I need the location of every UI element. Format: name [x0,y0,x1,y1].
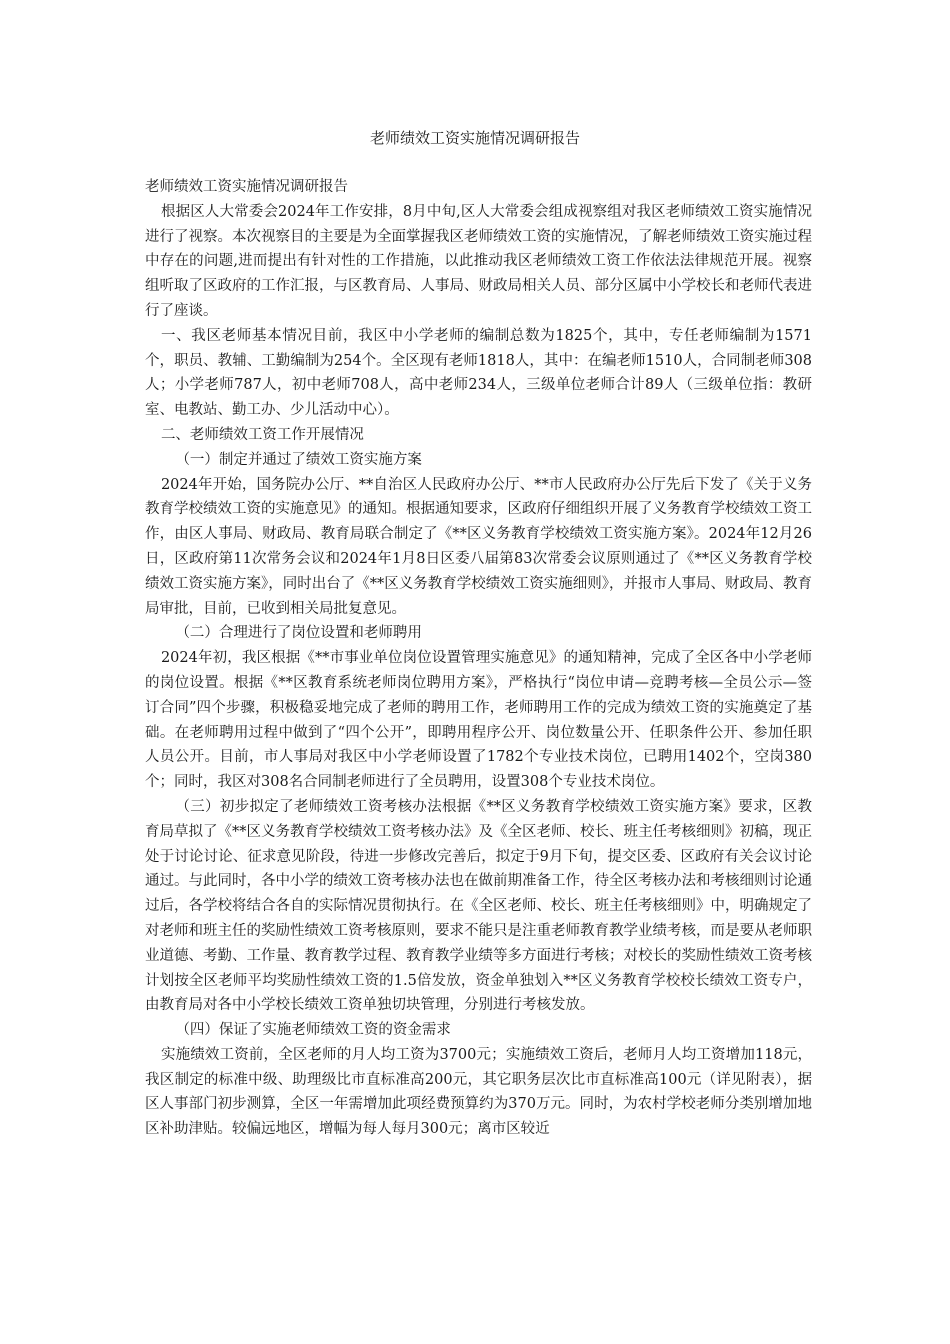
paragraph-intro: 根据区人大常委会2024年工作安排，8月中旬,区人大常委会组成视察组对我区老师绩效工资实施情况进行了视察。本次视察目的主要是为全面掌握我区老师绩效工资的实施情况，了解老师绩效工资实施过程中存在的问题,进而提出有针对性的工作措施，以此推动我区老师绩效工资工作依法法律规范开展。视察组听取了区政府的工作汇报，与区教育局、人事局、财政局相关人员、部分区属中小学校长和老师代表进行了座谈。 [145,203,812,319]
subsection-2-heading: （二）合理进行了岗位设置和老师聘用 [175,625,422,642]
section-2-heading: 二、老师绩效工资工作开展情况 [160,426,364,443]
subsection-4-heading: （四）保证了实施老师绩效工资的资金需求 [175,1022,451,1039]
paragraph-implementation-plan: 2024年开始，国务院办公厅、**自治区人民政府办公厅、**市人民政府办公厅先后下发了《关于义务教育学校绩效工资的实施意见》的通知。根据通知要求，区政府仔细组织开展了义务教育学校绩效工资工作，由区人事局、财政局、教育局联合制定了《**区义务教育学校绩效工资实施方案》。2024年12月26日，区政府第11次常务会议和2024年1月8日区委八届第83次常委会议原则通过了《**区义务教育学校绩效工资实施方案》，同时出台了《**区义务教育学校绩效工资实施细则》，并报市人事局、财政局、教育局审批，目前，已收到相关局批复意见。 [145,476,812,617]
paragraph-position-setup: 2024年初，我区根据《**市事业单位岗位设置管理实施意见》的通知精神，完成了全区各中小学老师的岗位设置。根据《**区教育系统老师岗位聘用方案》，严格执行“岗位申请—竞聘考核—全员公示—签订合同”四个步骤，积极稳妥地完成了老师的聘用工作，老师聘用工作的完成为绩效工资的实施奠定了基础。在老师聘用过程中做到了“四个公开”，即聘用程序公开、岗位数量公开、任职条件公开、参加任职人员公开。目前，市人事局对我区中小学老师设置了1782个专业技术岗位，已聘用1402个，空岗380个；同时，我区对308名合同制老师进行了全员聘用，设置308个专业技术岗位。 [145,650,812,791]
document-body [145,175,812,1142]
subsection-1-heading: （一）制定并通过了绩效工资实施方案 [175,451,422,468]
paragraph-funding: 实施绩效工资前，全区老师的月人均工资为3700元；实施绩效工资后，老师月人均工资增加118元，我区制定的标准中级、助理级比市直标准高200元，其它职务层次比市直标准高100元（详见附表），据区人事部门初步测算，全区一年需增加此项经费预算约为370万元。同时，为农村学校老师分类别增加地区补助津贴。较偏远地区，增幅为每人每月300元；离市区较近 [145,1046,812,1138]
body-heading: 老师绩效工资实施情况调研报告 [145,179,348,195]
section-1-basic-info: 一、我区老师基本情况目前，我区中小学老师的编制总数为1825个，其中，专任老师编制为1571个，职员、教辅、工勤编制为254个。全区现有老师1818人，其中：在编老师1510人，合同制老师308人；小学老师787人，初中老师708人，高中老师234人，三级单位老师合计89人（三级单位指：教研室、电教站、勤工办、少儿活动中心）。 [145,327,812,419]
subsection-3-assessment: （三）初步拟定了老师绩效工资考核办法根据《**区义务教育学校绩效工资实施方案》要求，区教育局草拟了《**区义务教育学校绩效工资考核办法》及《全区老师、校长、班主任考核细则》初稿，现正处于讨论讨论、征求意见阶段，待进一步修改完善后，拟定于9月下旬，提交区委、区政府有关会议讨论通过。与此同时，各中小学的绩效工资考核办法也在做前期准备工作，待全区考核办法和考核细则讨论通过后，各学校将结合各自的实际情况贯彻执行。在《全区老师、校长、班主任考核细则》中，明确规定了对老师和班主任的奖励性绩效工资考核原则，要求不能只是注重老师教育教学业绩考核，而是要从老师职业道德、考勤、工作量、教育教学过程、教育教学业绩等多方面进行考核；对校长的奖励性绩效工资考核计划按全区老师平均奖励性绩效工资的1.5倍发放，资金单独划入**区义务教育学校校长绩效工资专户，由教育局对各中小学校长绩效工资单独切块管理，分别进行考核发放。 [145,798,812,1014]
document-title: 老师绩效工资实施情况调研报告 [369,129,580,147]
